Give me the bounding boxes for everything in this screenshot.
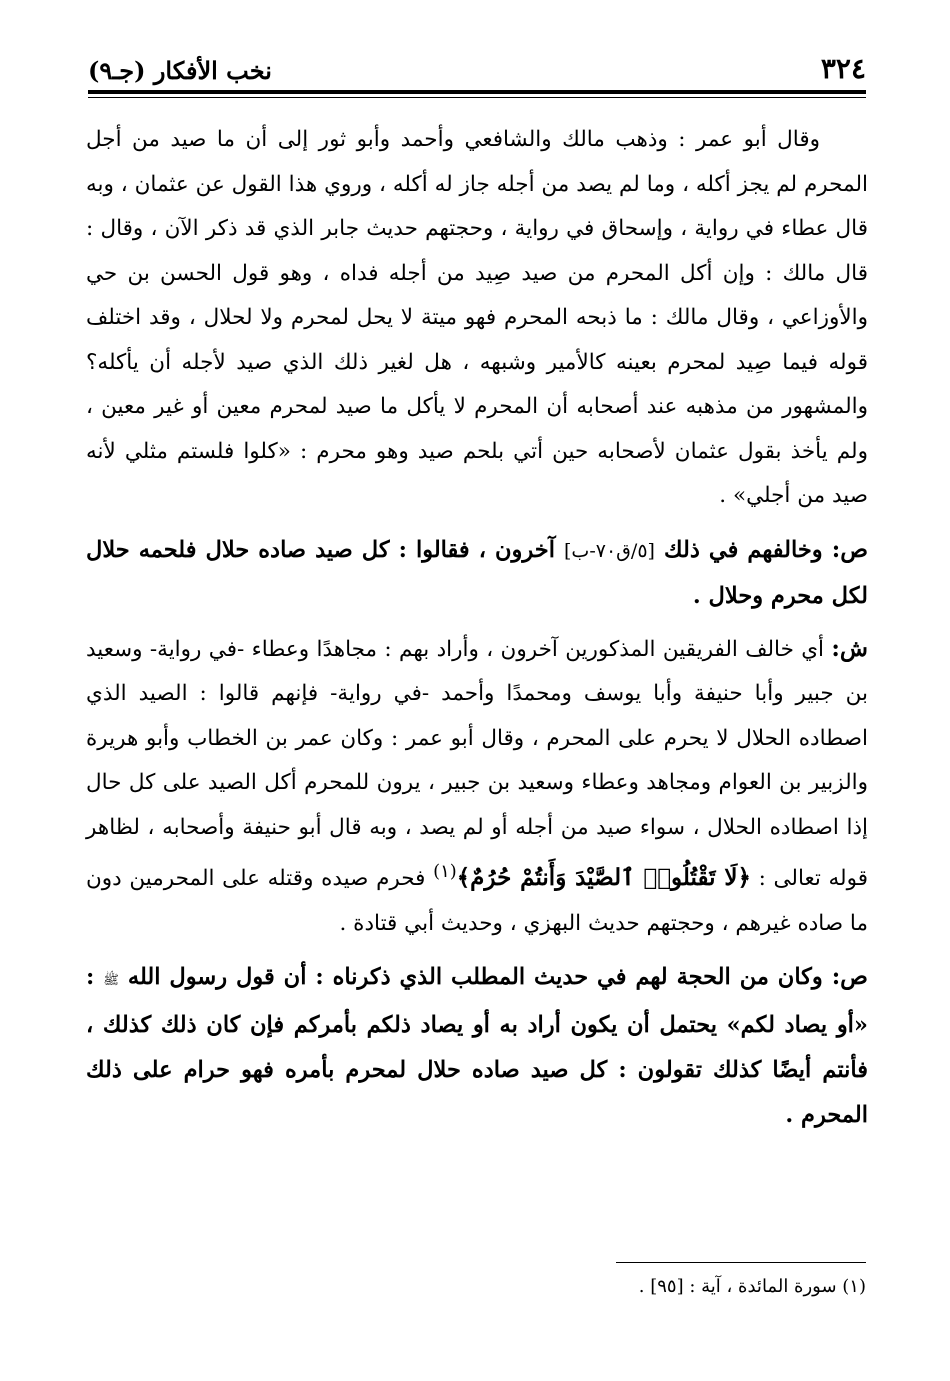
paragraph-text-before-ref: وخالفهم في ذلك <box>664 536 823 563</box>
paragraph-text-before-quran: أي خالف الفريقين المذكورين آخرون ، وأراد بهم : مجاهدًا وعطاء -في رواية- وسعيد بن جبير وأبا حنيفة وأبا يوسف ومحمدًا وأحمد -في رواية- فإنهم قالوا : الصيد الذي اصطاده الحلال لا يحرم على المحرم ، وقال أبو عمر : وكان عمر بن الخطاب وأبو هريرة والزبير بن العوام ومجاهد وعطاء وسعيد بن جبير ، يرون للمحرم أكل الصيد على كل حال إذا اصطاده الحلال ، سواء صيد من أجله أو لم يصد ، وبه قال أبو حنيفة وأصحابه ، لظاهر قوله تعالى : <box>86 636 868 892</box>
paragraph-text-after-ref: آخرون ، فقالوا : كل صيد صاده حلال فلحمه حلال لكل محرم وحلال . <box>86 536 868 609</box>
header-rule-thin <box>88 97 866 98</box>
sharh-marker: ش: <box>831 634 868 662</box>
book-title: نخب الأفكار (جـ٩) <box>88 56 272 85</box>
footnote: (١) سورة المائدة ، آية : [٩٥] . <box>638 1276 866 1297</box>
main-text <box>86 118 868 1146</box>
page-number: ٣٢٤ <box>820 52 866 85</box>
paragraph-text-after-pbuh: : «أو يصاد لكم» يحتمل أن يكون أراد به أو يصاد ذلكم بأمركم فإن كان ذلك كذلك ، فأنتم أيضًا كذلك تقولون : كل صيد صاده حلال لمحرم بأمره فهو حرام على ذلك المحرم . <box>86 964 868 1129</box>
matn-marker: ص: <box>831 963 868 991</box>
manuscript-reference: [٥/ق٧٠-ب] <box>564 539 655 562</box>
paragraph-text: وقال أبو عمر : وذهب مالك والشافعي وأحمد وأبو ثور إلى أن ما صيد من أجل المحرم لم يجز أكله ، وما لم يصد من أجله جاز له أكله ، وروي هذا القول عن عثمان ، وبه قال عطاء في رواية ، وإسحاق في رواية ، وحجتهم حديث جابر الذي قد ذكر الآن ، وقال : قال مالك : وإن أكل المحرم من صيد صِيد من أجله فداه ، وهو قول الحسن بن حي والأوزاعي ، وقال مالك : ما ذبحه المحرم فهو ميتة لا يحل لمحرم ولا لحلال ، وقد اختلف قوله فيما صِيد لمحرم بعينه كالأمير وشبهه ، هل لغير ذلك الذي صيد لأجله أن يأكله؟ والمشهور من مذهبه عند أصحابه أن المحرم لا يأكل ما صيد لمحرم معين أو غير معين ، ولم يأخذ بقول عثمان لأصحابه حين أتي بلحم صيد وهو محرم : «كلوا فلستم مثلي لأنه صيد من أجلي» . <box>86 127 868 508</box>
paragraph-text-before-pbuh: وكان من الحجة لهم في حديث المطلب الذي ذكرناه : أن قول رسول الله <box>127 964 823 991</box>
paragraph-commentary-continued <box>86 118 868 519</box>
quran-verse: ﴿لَا تَقْتُلُوا۟ ٱلصَّيْدَ وَأَنتُمْ حُرُمٌ﴾ <box>456 864 751 892</box>
paragraph-text-after-quran: فحرم صيده وقتله على المحرمين دون ما صاده غيرهم ، وحجتهم حديث البهزي ، وحديث أبي قتادة . <box>86 866 868 936</box>
paragraph-matn-1 <box>86 527 868 619</box>
matn-marker: ص: <box>831 535 868 563</box>
header-rule-thick <box>88 90 866 94</box>
page-header <box>88 50 866 92</box>
paragraph-sharh <box>86 627 868 947</box>
paragraph-matn-2 <box>86 954 868 1138</box>
footnote-separator <box>616 1262 866 1263</box>
salutation-glyph: ﷺ <box>103 973 119 989</box>
footnote-mark: (١) <box>433 861 457 882</box>
